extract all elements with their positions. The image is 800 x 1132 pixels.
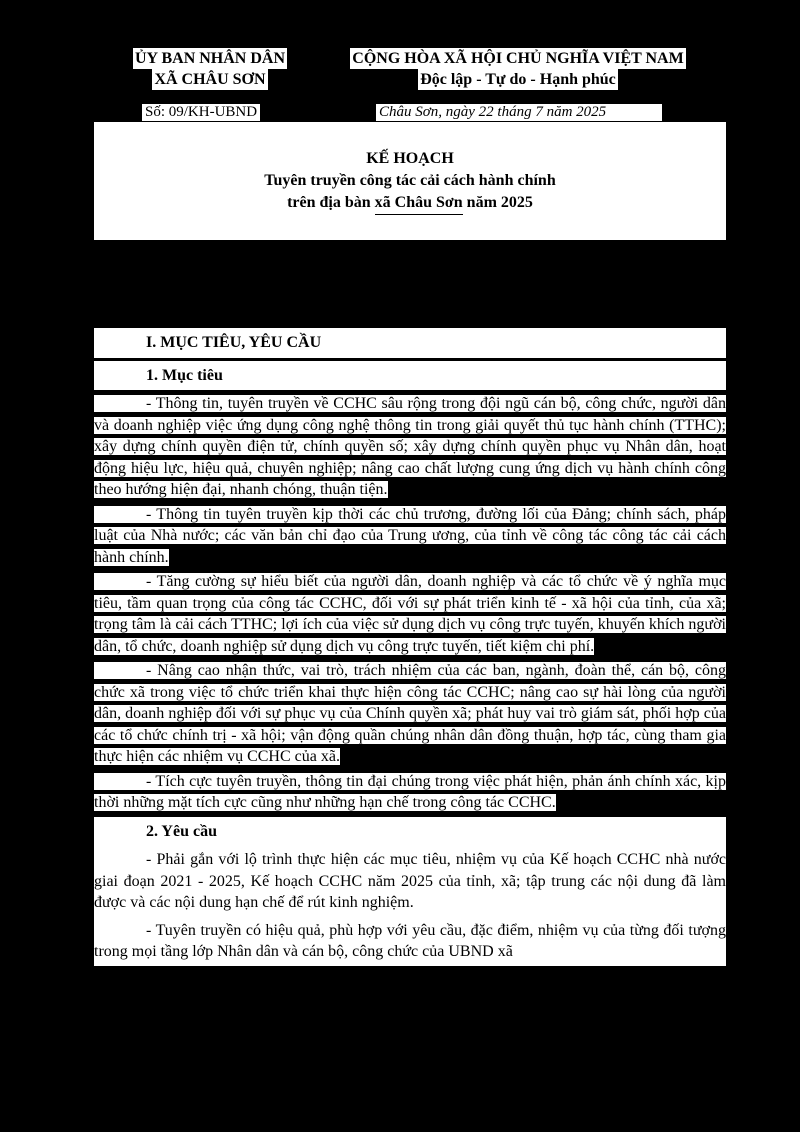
document-number: Số: 09/KH-UBND xyxy=(142,104,260,121)
paragraph: - Tăng cường sự hiểu biết của người dân, doanh nghiệp và các tổ chức về ý nghĩa mục tiêu, tầm quan trọng của công tác CCHC, đối với sự phát triển kinh tế - xã hội của tỉnh, của xã; trọng tâm là cải cách TTHC; lợi ích của việc sử dụng dịch vụ công trực tuyến, khuyến khích người dân, tổ chức, doanh nghiệp sử dụng dịch vụ công trực tuyến, tiết kiệm chi phí. xyxy=(94,573,726,655)
paragraph: - Thông tin, tuyên truyền về CCHC sâu rộng trong đội ngũ cán bộ, công chức, người dân và doanh nghiệp việc ứng dụng công nghệ thông tin trong giải quyết thủ tục hành chính (TTHC); xây dựng chính quyền điện tử, chính quyền số; xây dựng chính quyền phục vụ Nhân dân, hoạt động hiệu lực, hiệu quả, chuyên nghiệp; nâng cao chất lượng cung ứng dịch vụ hành chính công theo hướng hiện đại, nhanh chóng, thuận tiện. xyxy=(94,395,726,498)
document-date: Châu Sơn, ngày 22 tháng 7 năm 2025 xyxy=(376,104,662,121)
issuing-agency xyxy=(110,48,310,91)
subsection-heading-objectives: 1. Mục tiêu xyxy=(94,361,726,391)
agency-line-1: ỦY BAN NHÂN DÂN xyxy=(134,50,286,67)
title-line-2: Tuyên truyền công tác cải cách hành chính xyxy=(264,172,556,189)
paragraph: - Phải gắn với lộ trình thực hiện các mục tiêu, nhiệm vụ của Kế hoạch CCHC nhà nước giai đoạn 2021 - 2025, Kế hoạch CCHC năm 2025 của tỉnh, xã; tập trung các nội dung đã làm được và các nội dung hạn chế để rút kinh nghiệm. xyxy=(94,851,726,911)
paragraph: - Thông tin tuyên truyền kịp thời các chủ trương, đường lối của Đảng; chính sách, pháp luật của Nhà nước; các văn bản chỉ đạo của Trung ương, của tỉnh về công tác công tác cải cách hành chính. xyxy=(94,505,726,566)
paragraph: - Tích cực tuyên truyền, thông tin đại chúng trong việc phát hiện, phản ánh chính xác, kịp thời những mặt tích cực cũng như những hạn chế trong công tác CCHC. xyxy=(94,772,726,811)
agency-line-2: XÃ CHÂU SƠN xyxy=(152,69,267,91)
title-line-3-place: xã Châu Sơn xyxy=(375,192,463,215)
paragraph: - Nâng cao nhận thức, vai trò, trách nhiệm của các ban, ngành, đoàn thể, cán bộ, công chức xã trong việc tổ chức triển khai thực hiện công tác CCHC; nâng cao sự hài lòng của người dân, doanh nghiệp đối với sự phục vụ của Chính quyền xã; phát huy vai trò giám sát, phối hợp của các tổ chức chính trị - xã hội; vận động quần chúng nhân dân đồng thuận, hợp tác, cùng tham gia thực hiện các nhiệm vụ CCHC của xã. xyxy=(94,662,726,765)
subsection-heading-requirements: 2. Yêu cầu xyxy=(94,817,726,847)
requirements-block xyxy=(94,817,726,966)
title-line-3-suffix: năm 2025 xyxy=(462,194,533,211)
title-line-1: KẾ HOẠCH xyxy=(366,150,454,167)
paragraph: - Tuyên truyền có hiệu quả, phù hợp với yêu cầu, đặc điểm, nhiệm vụ của từng đối tượng trong mọi tầng lớp Nhân dân và cán bộ, công chức của UBND xã xyxy=(94,921,726,960)
national-motto xyxy=(328,48,708,91)
motto-line-2: Độc lập - Tự do - Hạnh phúc xyxy=(418,69,618,91)
document-body xyxy=(94,328,726,966)
section-heading: I. MỤC TIÊU, YÊU CẦU xyxy=(94,328,726,358)
motto-line-1: CỘNG HÒA XÃ HỘI CHỦ NGHĨA VIỆT NAM xyxy=(352,50,684,67)
document-title xyxy=(94,122,726,240)
title-line-3 xyxy=(94,192,726,215)
title-line-3-prefix: trên địa bàn xyxy=(287,194,375,211)
